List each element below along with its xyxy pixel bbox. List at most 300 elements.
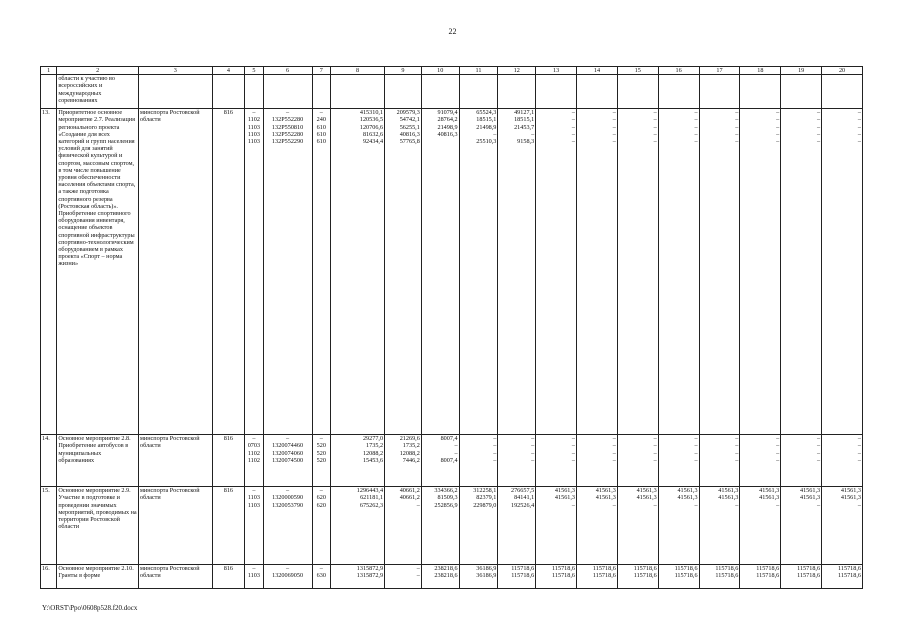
amount-cell	[498, 109, 536, 435]
amount-cell	[459, 487, 498, 565]
amount-value: 115718,6	[674, 565, 698, 573]
target-article	[263, 565, 312, 589]
amount-cell	[740, 435, 781, 487]
section-code-value: –	[252, 435, 256, 443]
amount-cell	[536, 109, 577, 435]
amount-value: –	[454, 442, 458, 450]
amount-value: 21498,9	[437, 123, 458, 131]
amount-value: 41561,3	[595, 487, 616, 495]
amount-value: –	[776, 449, 780, 457]
gov-code-value: 816	[223, 109, 233, 117]
amount-value: –	[857, 109, 861, 117]
amount-value: –	[493, 435, 497, 443]
amount-value: –	[571, 116, 576, 124]
section-code-value: 1103	[247, 572, 260, 580]
amount-value: 1315872,9	[356, 565, 384, 573]
amount-cell	[330, 435, 384, 487]
gov-code-value	[214, 502, 244, 509]
amount-cell	[699, 109, 740, 435]
section-code-value: 1103	[247, 137, 260, 145]
expense-type-value: 610	[316, 123, 326, 131]
amount-cell	[699, 565, 740, 589]
column-header: 8	[330, 67, 384, 75]
gov-code-value	[214, 457, 244, 464]
amount-value: –	[416, 501, 420, 509]
amount-value	[423, 138, 458, 145]
amount-cell	[577, 435, 618, 487]
amount-value: 115718,6	[633, 572, 657, 580]
amount-cell	[577, 487, 618, 565]
expense-type	[312, 487, 330, 565]
amount-value: 115718,6	[756, 572, 780, 580]
expense-type	[312, 435, 330, 487]
executor: минспорта Ростовской области	[139, 487, 213, 565]
amount-value: –	[653, 116, 657, 124]
amount-value: –	[857, 435, 861, 443]
amount-value: –	[416, 565, 420, 573]
amount-value: –	[776, 109, 780, 117]
target-article	[263, 75, 312, 109]
amount-value: –	[653, 435, 657, 443]
amount-value: 115718,6	[756, 565, 780, 573]
amount-value: –	[571, 123, 576, 131]
amount-value: 115718,6	[838, 572, 861, 580]
amount-value: –	[653, 456, 657, 464]
gov-code-value: 816	[223, 565, 233, 573]
expense-type-value: –	[319, 109, 323, 117]
amount-value: –	[416, 572, 420, 580]
amount-cell	[781, 487, 822, 565]
amount-value: –	[493, 442, 497, 450]
amount-value: 12088,2	[362, 449, 384, 457]
section-code	[245, 565, 263, 589]
amount-value: –	[776, 137, 780, 145]
section-code-value: 1103	[247, 123, 260, 131]
amount-value: –	[612, 449, 616, 457]
amount-value: 18515,1	[476, 116, 497, 124]
target-article	[263, 487, 312, 565]
amount-value: 41561,3	[595, 494, 616, 502]
amount-value: 36186,9	[476, 572, 497, 580]
section-code	[245, 487, 263, 565]
amount-value: –	[694, 130, 698, 138]
amount-value: 84141,1	[514, 494, 535, 502]
amount-value: 21269,6	[399, 435, 420, 443]
expense-type-value: –	[319, 435, 323, 443]
gov-code-value	[214, 124, 244, 131]
column-header: 3	[139, 67, 213, 75]
row-number: 13.	[41, 109, 57, 435]
amount-value: 41561,3	[718, 487, 739, 495]
amount-value: 115718,6	[797, 565, 821, 573]
amount-value: –	[694, 123, 698, 131]
amount-value: –	[694, 109, 698, 117]
amount-value: –	[857, 501, 861, 509]
amount-value: –	[531, 456, 535, 464]
amount-value: 21498,9	[476, 123, 497, 131]
amount-cell	[740, 109, 781, 435]
amount-value: 621181,1	[360, 494, 384, 502]
amount-value: 41561,3	[554, 494, 576, 502]
amount-value: 41561,3	[799, 487, 821, 495]
amount-value: –	[612, 435, 616, 443]
amount-cell	[385, 75, 422, 109]
amount-value: 115718,6	[592, 572, 616, 580]
expense-type	[312, 565, 330, 589]
executor	[139, 75, 213, 109]
gov-code	[212, 487, 245, 565]
amount-value: –	[653, 442, 657, 450]
amount-value: –	[571, 456, 576, 464]
expense-type-value: 520	[316, 449, 326, 457]
amount-cell	[330, 75, 384, 109]
amount-cell	[577, 565, 618, 589]
expense-type-value: 630	[316, 572, 326, 580]
amount-value: 115718,6	[715, 565, 739, 573]
amount-value: 115718,6	[715, 572, 739, 580]
amount-cell	[740, 75, 781, 109]
expense-type-value: –	[319, 565, 323, 573]
amount-value: 41561,3	[759, 494, 780, 502]
amount-value: –	[612, 116, 616, 124]
amount-value: –	[653, 123, 657, 131]
amount-cell	[536, 565, 577, 589]
amount-value: –	[612, 442, 616, 450]
amount-value: –	[735, 442, 739, 450]
section-code-value: 0703	[247, 442, 261, 450]
target-article-value: 132P550810	[271, 123, 304, 131]
amount-value: –	[735, 109, 739, 117]
amount-value: –	[493, 130, 497, 138]
column-header: 12	[498, 67, 536, 75]
amount-value: 49127,1	[514, 109, 535, 117]
amount-value: –	[612, 456, 616, 464]
amount-cell	[617, 487, 658, 565]
amount-value: –	[612, 137, 616, 145]
amount-value: –	[776, 456, 780, 464]
amount-value: 1296443,4	[356, 487, 384, 495]
target-article-value: 1320074060	[272, 449, 304, 457]
amount-value: 15453,6	[362, 456, 384, 464]
amount-cell	[658, 109, 699, 435]
amount-value: –	[735, 123, 739, 131]
amount-value: –	[571, 435, 576, 443]
amount-value: –	[612, 130, 616, 138]
target-article-value: 132P552290	[271, 137, 304, 145]
target-article-value: 132P552280	[271, 130, 304, 138]
amount-value: 81509,3	[437, 494, 458, 502]
amount-value: –	[694, 456, 698, 464]
amount-cell	[658, 435, 699, 487]
section-code-value: 1103	[247, 130, 260, 138]
target-article-value: –	[286, 565, 290, 573]
row-number	[41, 75, 57, 109]
amount-cell	[781, 435, 822, 487]
table-row	[41, 109, 863, 435]
amount-cell	[822, 75, 863, 109]
amount-cell	[536, 75, 577, 109]
amount-value: –	[857, 130, 861, 138]
column-header: 14	[577, 67, 618, 75]
gov-code-value	[214, 572, 244, 579]
column-header: 6	[263, 67, 312, 75]
amount-cell	[822, 435, 863, 487]
amount-value: 28764,2	[437, 116, 458, 124]
amount-cell	[781, 565, 822, 589]
amount-value: –	[653, 501, 657, 509]
section-code	[245, 435, 263, 487]
amount-value: –	[653, 449, 657, 457]
amount-value: 115718,6	[633, 565, 657, 573]
row-number: 14.	[41, 435, 57, 487]
amount-value: –	[612, 109, 616, 117]
amount-cell	[498, 435, 536, 487]
expense-type-value: 520	[316, 442, 326, 450]
amount-value: 115718,6	[511, 572, 535, 580]
amount-value: –	[776, 116, 780, 124]
amount-value: –	[735, 137, 739, 145]
amount-value: –	[816, 435, 821, 443]
amount-cell	[577, 109, 618, 435]
amount-value: –	[531, 435, 535, 443]
amount-value: –	[816, 137, 821, 145]
section-code-value: 1102	[247, 456, 260, 464]
gov-code-value	[214, 138, 244, 145]
target-article-value: 132P552280	[271, 116, 304, 124]
amount-value: 41561,3	[636, 494, 657, 502]
amount-value: 56255,1	[399, 123, 420, 131]
amount-value: 41561,3	[636, 487, 657, 495]
section-code	[245, 109, 263, 435]
amount-cell	[617, 109, 658, 435]
amount-cell	[459, 75, 498, 109]
amount-cell	[658, 565, 699, 589]
expense-type-value: –	[319, 487, 323, 495]
amount-cell	[536, 435, 577, 487]
amount-value: –	[694, 442, 698, 450]
amount-value: 115718,6	[674, 572, 698, 580]
column-header: 16	[658, 67, 699, 75]
page-number: 22	[448, 27, 457, 36]
amount-value: 25510,3	[476, 137, 497, 145]
amount-value: –	[816, 456, 821, 464]
amount-value: –	[776, 130, 780, 138]
executor: минспорта Ростовской области	[139, 435, 213, 487]
amount-cell	[822, 565, 863, 589]
amount-value: 120536,5	[359, 116, 384, 124]
amount-value: 115718,6	[838, 565, 861, 573]
gov-code-value	[214, 442, 244, 449]
gov-code-value	[214, 450, 244, 457]
amount-value: 12088,2	[399, 449, 420, 457]
expense-type-value: 240	[316, 116, 326, 124]
target-article-value: 1320074460	[272, 442, 304, 450]
amount-value: 91079,4	[437, 109, 458, 117]
amount-cell	[498, 487, 536, 565]
section-code	[245, 75, 263, 109]
amount-value: –	[816, 442, 821, 450]
amount-value: 36186,9	[476, 565, 497, 573]
amount-cell	[421, 435, 459, 487]
amount-cell	[459, 109, 498, 435]
amount-cell	[577, 75, 618, 109]
amount-value: –	[857, 123, 861, 131]
amount-value: –	[735, 116, 739, 124]
amount-value: –	[612, 501, 616, 509]
amount-value: 41561,3	[677, 494, 698, 502]
amount-value: 1315872,9	[356, 572, 384, 580]
amount-value: –	[694, 435, 698, 443]
row-number: 15.	[41, 487, 57, 565]
target-article-value: 1320069050	[272, 572, 304, 580]
amount-value: –	[531, 449, 535, 457]
amount-value: 1735,2	[366, 442, 384, 450]
amount-value: –	[493, 456, 497, 464]
amount-value: 81632,6	[362, 130, 384, 138]
measure-name: Основное мероприятие 2.10. Гранты в форме	[57, 565, 139, 589]
amount-value: 41561,3	[677, 487, 698, 495]
amount-value: –	[816, 109, 821, 117]
measure-name: Основное мероприятие 2.8. Приобретение автобусов в муниципальных образованиях	[57, 435, 139, 487]
amount-value: 41561,3	[799, 494, 821, 502]
amount-value: –	[735, 449, 739, 457]
amount-value: 57765,8	[399, 137, 420, 145]
expense-type-value: 610	[316, 137, 326, 145]
expense-type-value: 520	[316, 456, 326, 464]
amount-cell	[385, 487, 422, 565]
amount-value: 40661,2	[399, 494, 420, 502]
amount-value: –	[653, 130, 657, 138]
amount-value: –	[531, 442, 535, 450]
section-code-value: 1102	[247, 116, 260, 124]
amount-cell	[459, 565, 498, 589]
amount-value: 252856,9	[434, 501, 458, 509]
amount-value: 115718,6	[511, 565, 535, 573]
table-row	[41, 435, 863, 487]
target-article-value: 1320000590	[272, 494, 304, 502]
column-header: 20	[822, 67, 863, 75]
amount-cell	[699, 75, 740, 109]
footer-file-path: Y:\ORST\Ppo\0608p528.f20.docx	[42, 604, 138, 612]
expense-type	[312, 75, 330, 109]
amount-cell	[617, 435, 658, 487]
column-header-row	[41, 67, 863, 75]
table-row	[41, 487, 863, 565]
amount-value: –	[571, 130, 576, 138]
amount-value: –	[735, 435, 739, 443]
gov-code-value: 816	[223, 435, 233, 443]
expense-type-value: 620	[316, 501, 326, 509]
section-code-value: 1103	[247, 501, 260, 509]
column-header: 19	[781, 67, 822, 75]
amount-value: 41561,3	[759, 487, 780, 495]
amount-cell	[421, 487, 459, 565]
amount-cell	[699, 487, 740, 565]
amount-value: 1735,2	[402, 442, 420, 450]
target-article-value: 1320053790	[272, 501, 304, 509]
amount-cell	[617, 565, 658, 589]
measure-name: Основное мероприятие 2.9. Участие в подготовке и проведении значимых мероприятий, проводимых на территории Ростовской области	[57, 487, 139, 565]
column-header: 7	[312, 67, 330, 75]
amount-value: –	[653, 137, 657, 145]
amount-cell	[617, 75, 658, 109]
amount-value: 9158,3	[517, 137, 535, 145]
amount-cell	[421, 75, 459, 109]
amount-value: 41561,3	[554, 487, 576, 495]
column-header: 15	[617, 67, 658, 75]
amount-value: 334366,2	[434, 487, 458, 495]
target-article	[263, 435, 312, 487]
amount-value: –	[776, 435, 780, 443]
amount-value: 92434,4	[362, 137, 384, 145]
amount-cell	[822, 109, 863, 435]
amount-value: 192526,4	[510, 501, 535, 509]
amount-value: –	[735, 501, 739, 509]
amount-value: 312258,1	[473, 487, 497, 495]
amount-value: –	[493, 449, 497, 457]
amount-value: 115718,6	[552, 565, 576, 573]
amount-cell	[658, 487, 699, 565]
amount-cell	[498, 565, 536, 589]
amount-value: 40816,3	[399, 130, 420, 138]
target-article-value: –	[286, 487, 290, 495]
amount-value: 65524,3	[476, 109, 497, 117]
amount-value: 41561,3	[718, 494, 739, 502]
amount-cell	[421, 109, 459, 435]
executor: минспорта Ростовской области	[139, 109, 213, 435]
amount-cell	[740, 487, 781, 565]
column-header: 17	[699, 67, 740, 75]
measure-name: Приоритетное основное мероприятие 2.7. Реализация регионального проекта «Создание для всех категорий и групп населения условий для занятий физической культурой и спортом, массовым спортом, в том числе повышение уровня обеспеченности населения объектами спорта, а также подготовка спортивного резерва (Ростовская область)». Приобретение спортивного оборудования инвентаря, оснащение объектов спортивной инфраструктуры спортивно-технологическим оборудованием в рамках проекта «Спорт – норма жизни»	[57, 109, 139, 435]
column-header: 2	[57, 67, 139, 75]
amount-value: –	[694, 449, 698, 457]
amount-value: –	[571, 449, 576, 457]
amount-cell	[330, 565, 384, 589]
amount-value: 415310,1	[359, 109, 384, 117]
amount-cell	[330, 487, 384, 565]
column-header: 13	[536, 67, 577, 75]
section-code-value: –	[252, 565, 256, 573]
gov-code	[212, 75, 245, 109]
amount-value: –	[857, 449, 861, 457]
amount-cell	[536, 487, 577, 565]
amount-value: –	[571, 109, 576, 117]
amount-value: –	[857, 442, 861, 450]
row-number: 16.	[41, 565, 57, 589]
amount-value: 7446,2	[402, 456, 420, 464]
amount-value: 120706,6	[359, 123, 384, 131]
amount-cell	[699, 435, 740, 487]
column-header: 4	[212, 67, 245, 75]
amount-value: 276657,5	[510, 487, 535, 495]
amount-value: 8007,4	[440, 456, 458, 464]
amount-value: –	[571, 501, 576, 509]
gov-code-value: 816	[223, 487, 233, 495]
amount-cell	[781, 109, 822, 435]
table-row	[41, 75, 863, 109]
amount-value: 229879,0	[473, 501, 497, 509]
amount-value: 238218,6	[434, 572, 458, 580]
amount-value: –	[857, 137, 861, 145]
gov-code	[212, 109, 245, 435]
table-row	[41, 565, 863, 589]
column-header: 18	[740, 67, 781, 75]
amount-value: –	[571, 442, 576, 450]
amount-cell	[330, 109, 384, 435]
target-article-value: 1320074500	[272, 456, 304, 464]
amount-value: –	[816, 123, 821, 131]
amount-value: –	[857, 456, 861, 464]
